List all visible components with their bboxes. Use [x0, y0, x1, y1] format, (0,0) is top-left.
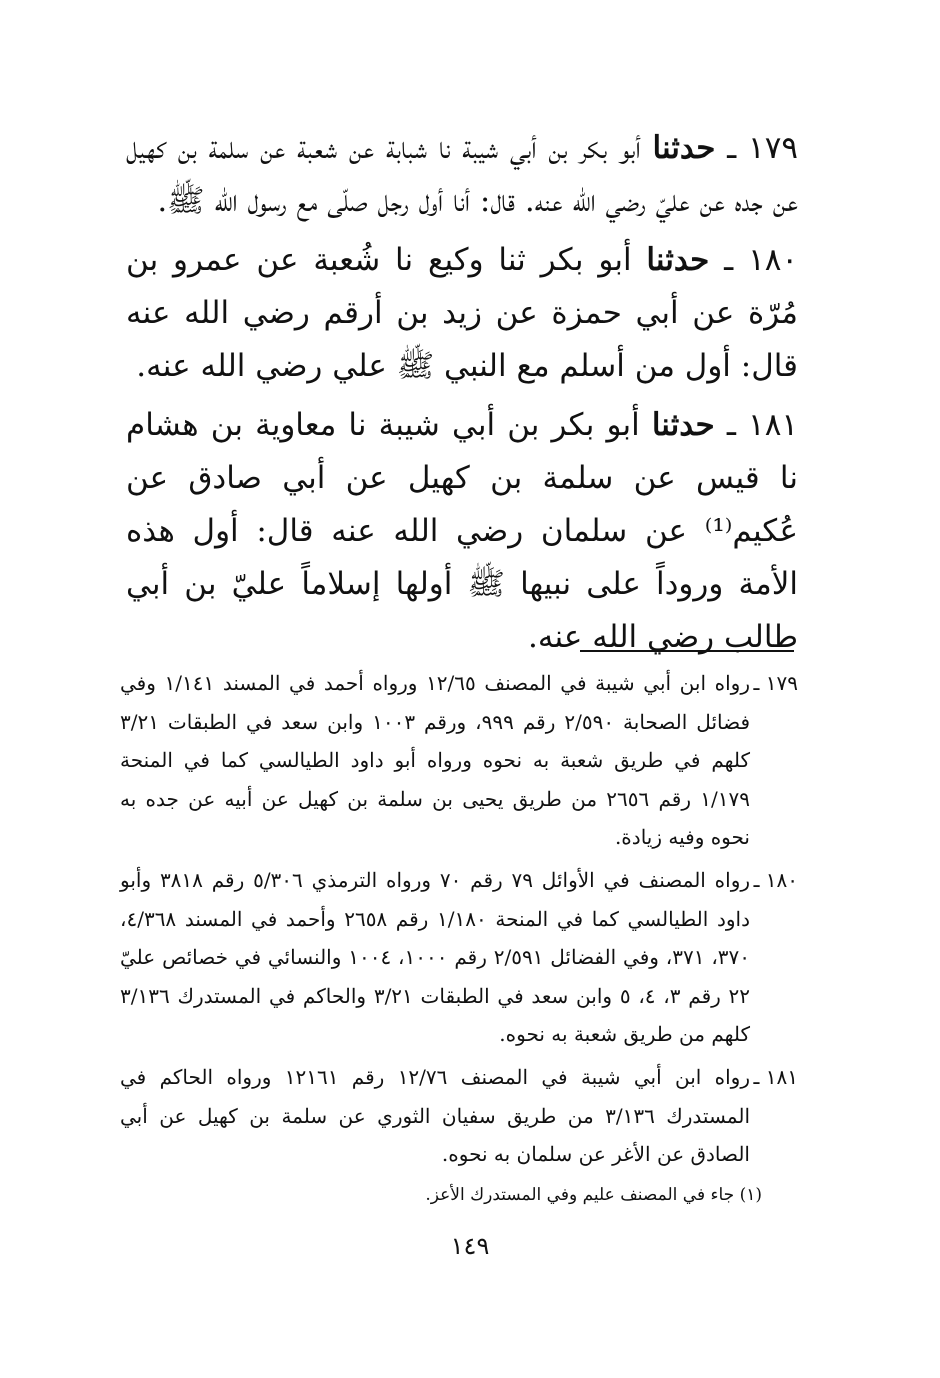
hadith-text: أبو بكر بن أبي شيبة نا معاوية بن هشام نا قيس عن سلمة بن كهيل عن أبي صادق عن عُكيم⁽¹⁾ عن سلمان رضي الله عنه قال: أول هذه الأمة وروداً على نبيها ﷺ أولها إسلاماً عليّ بن أبي طالب رضي الله عنه.: [126, 407, 798, 655]
hadith-keyword: حدثنا: [651, 407, 715, 443]
hadith-180: [126, 234, 798, 393]
footnote-number: ١٨١ ـ: [753, 1064, 798, 1089]
page-number: ١٤٩: [450, 1232, 490, 1260]
hadith-text: أبو بكر ثنا وكيع نا شُعبة عن عمرو بن مُرّة عن أبي حمزة عن زيد بن أرقم رضي الله عنه قال: أول من أسلم مع النبي ﷺ علي رضي الله عنه.: [126, 242, 798, 384]
footnote-181: [120, 1058, 798, 1174]
hadith-number: ١٧٩ ـ: [727, 130, 798, 166]
hadith-number: ١٨٠ ـ: [724, 242, 799, 278]
footnote-179: [120, 664, 798, 857]
hadith-keyword: حدثنا: [652, 130, 716, 166]
hadith-179: [126, 122, 798, 228]
variant-note: (١) جاء في المصنف عليم وفي المستدرك الأعز.: [425, 1184, 762, 1205]
footnote-180: [120, 861, 798, 1054]
hadith-text: أبو بكر بن أبي شيبة نا شبابة عن شعبة عن سلمة بن كهيل عن جده عن عليّ رضي الله عنه. قال: أنا أول رجل صلّى مع رسول الله ﷺ.: [126, 130, 798, 219]
hadith-181: [126, 399, 798, 664]
footnote-text: رواه ابن أبي شيبة في المصنف ١٢/٦٥ ورواه أحمد في المسند ١/١٤١ وفي فضائل الصحابة ٢/٥٩٠ رقم ٩٩٩، ورقم ١٠٠٣ وابن سعد في الطبقات ٣/٢١ كلهم في طريق شعبة به نحوه ورواه أبو داود الطيالسي كما في المنحة ١/١٧٩ رقم ٢٦٥٦ من طريق يحيى بن سلمة بن كهيل عن أبيه عن جده به نحوه وفيه زيادة.: [120, 671, 751, 850]
footnote-number: ١٧٩ ـ: [753, 671, 798, 695]
footnote-text: رواه المصنف في الأوائل ٧٩ رقم ٧٠ ورواه الترمذي ٥/٣٠٦ رقم ٣٨١٨ وأبو داود الطيالسي كما في المنحة ١/١٨٠ رقم ٢٦٥٨ وأحمد في المسند ٤/٣٦٨، ٣٧٠، ٣٧١، وفي الفضائل ٢/٥٩١ رقم ١٠٠٠، ١٠٠٤ والنسائي في خصائص عليّ ٢٢ رقم ٣، ٤، ٥ وابن سعد في الطبقات ٣/٢١ والحاكم في المستدرك ٣/١٣٦ كلهم من طريق شعبة به نحوه.: [120, 867, 751, 1047]
footnote-divider: [580, 650, 794, 652]
footnote-number: ١٨٠ ـ: [753, 867, 799, 892]
main-text: [126, 122, 798, 670]
footnote-text: رواه ابن أبي شيبة في المصنف ١٢/٧٦ رقم ١٢١٦١ ورواه الحاكم في المستدرك ٣/١٣٦ من طريق سفيان الثوري عن سلمة بن كهيل عن أبي الصادق عن الأغر عن سلمان به نحوه.: [120, 1064, 751, 1167]
footnotes-section: [120, 664, 798, 1212]
hadith-number: ١٨١ ـ: [726, 407, 798, 443]
hadith-keyword: حدثنا: [646, 242, 710, 278]
